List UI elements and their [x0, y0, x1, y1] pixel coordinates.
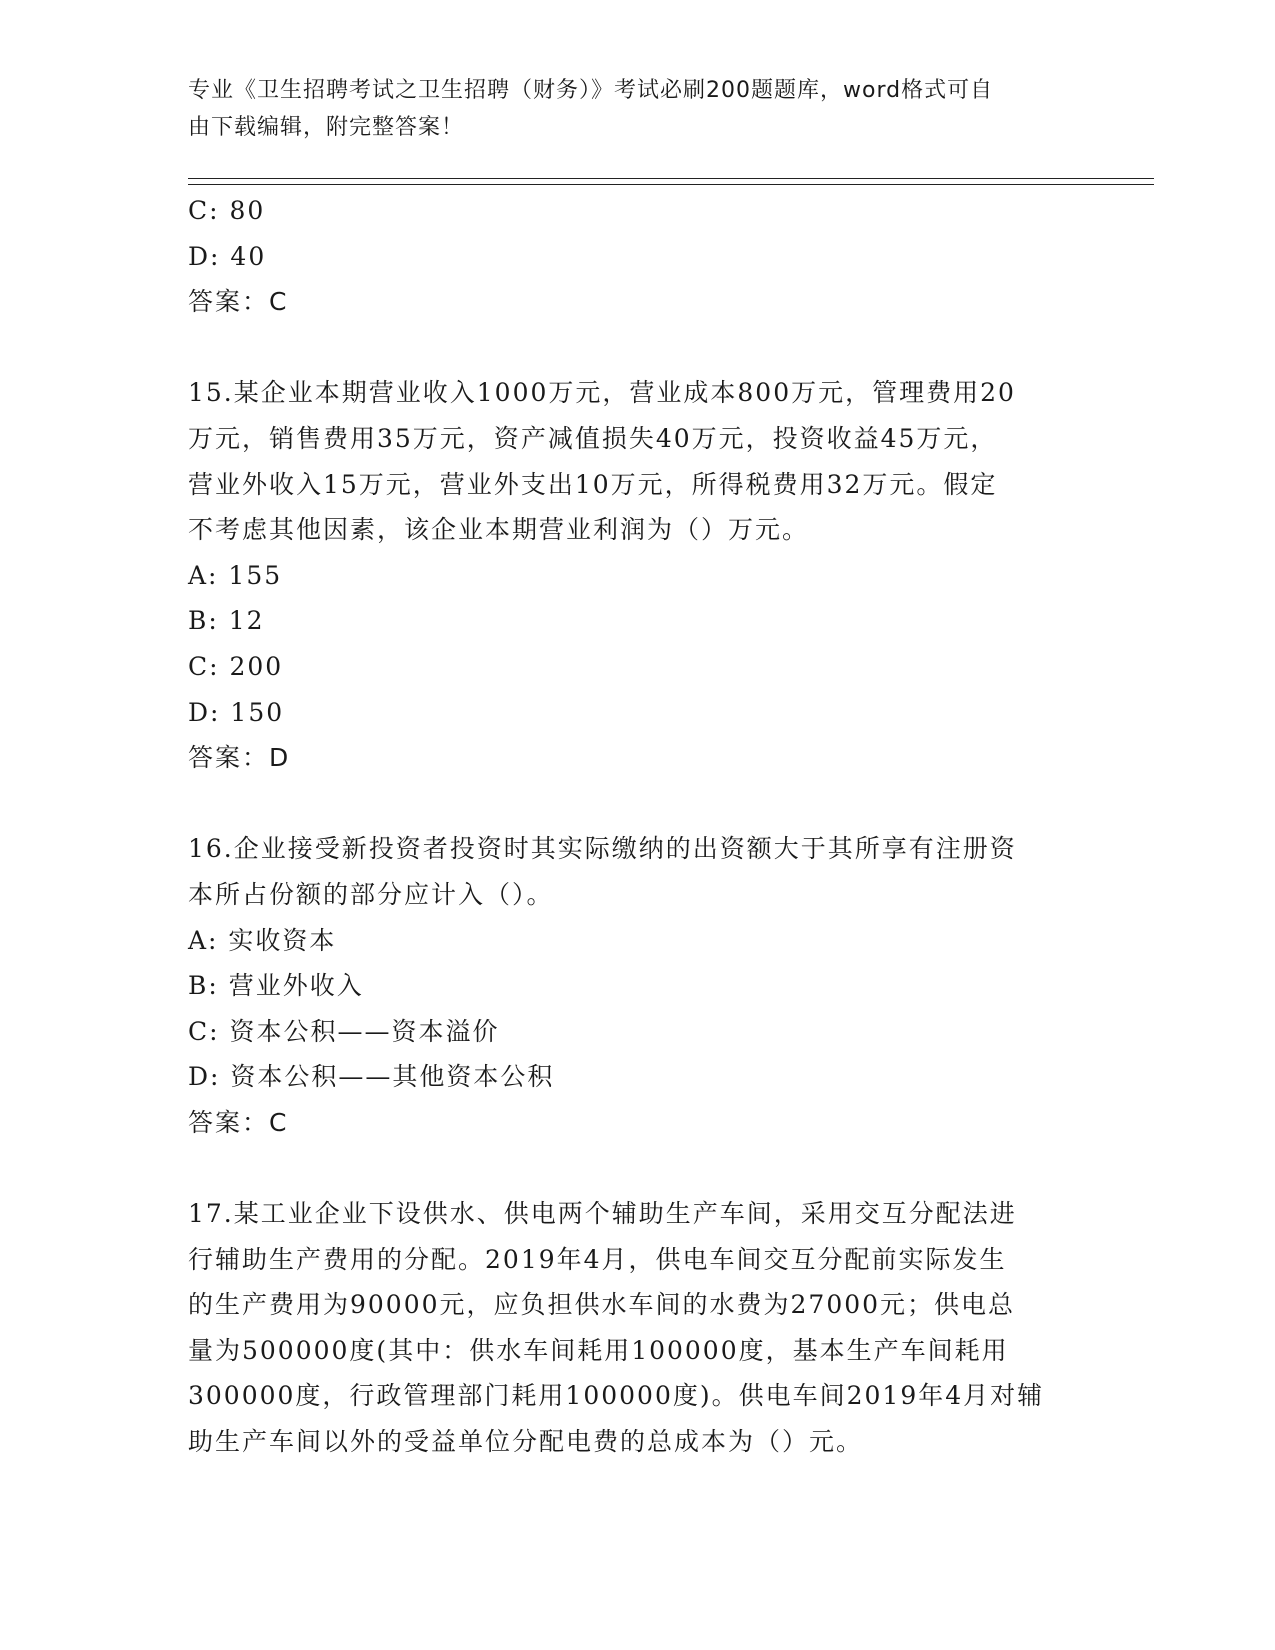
document-header	[188, 72, 1088, 146]
spacer	[188, 781, 1088, 827]
question-text-line: 万元，销售费用35万元，资产减值损失40万元，投资收益45万元，	[188, 423, 998, 453]
option-c: C: 80	[188, 196, 266, 225]
question-text-line: 助生产车间以外的受益单位分配电费的总成本为（）元。	[188, 1427, 864, 1457]
question-text-line: 量为500000度(其中：供水车间耗用100000度，基本生产车间耗用	[188, 1335, 1009, 1365]
option-b: B: 营业外收入	[188, 971, 364, 1001]
spacer	[188, 1145, 1088, 1191]
question-text-line: 的生产费用为90000元，应负担供水车间的水费为27000元；供电总	[188, 1290, 1016, 1320]
option-d: D: 资本公积——其他资本公积	[188, 1062, 555, 1092]
previous-question-tail	[188, 188, 1088, 325]
header-line-1: 专业《卫生招聘考试之卫生招聘（财务）》考试必刷200题题库，word格式可自	[188, 78, 994, 103]
question-text-line: 300000度，行政管理部门耗用100000度)。供电车间2019年4月对辅	[188, 1381, 1045, 1411]
option-a: A: 155	[188, 560, 283, 590]
question-text-line: 行辅助生产费用的分配。2019年4月，供电车间交互分配前实际发生	[188, 1244, 1007, 1274]
question-text-line: 营业外收入15万元，营业外支出10万元，所得税费用32万元。假定	[188, 469, 998, 499]
question-16	[188, 826, 1088, 1145]
question-text-line: 17.某工业企业下设供水、供电两个辅助生产车间，采用交互分配法进	[188, 1199, 1017, 1229]
question-17	[188, 1191, 1088, 1465]
answer-line: 答案：C	[188, 287, 289, 317]
question-content	[188, 188, 1088, 1465]
spacer	[188, 325, 1088, 371]
option-d: D: 150	[188, 697, 285, 727]
option-d: D: 40	[188, 241, 267, 271]
header-divider	[188, 178, 1154, 185]
question-15	[188, 370, 1088, 780]
option-c: C: 200	[188, 651, 284, 681]
question-text-line: 不考虑其他因素，该企业本期营业利润为（）万元。	[188, 515, 810, 545]
option-a: A: 实收资本	[188, 925, 337, 955]
answer-line: 答案：D	[188, 743, 291, 773]
question-text-line: 本所占份额的部分应计入（）。	[188, 879, 554, 909]
header-line-2: 由下载编辑，附完整答案！	[188, 115, 465, 140]
question-text-line: 15.某企业本期营业收入1000万元，营业成本800万元，管理费用20	[188, 378, 1016, 408]
answer-line: 答案：C	[188, 1107, 289, 1137]
option-b: B: 12	[188, 606, 265, 636]
question-text-line: 16.企业接受新投资者投资时其实际缴纳的出资额大于其所享有注册资	[188, 834, 1017, 864]
option-c: C: 资本公积——资本溢价	[188, 1016, 500, 1046]
